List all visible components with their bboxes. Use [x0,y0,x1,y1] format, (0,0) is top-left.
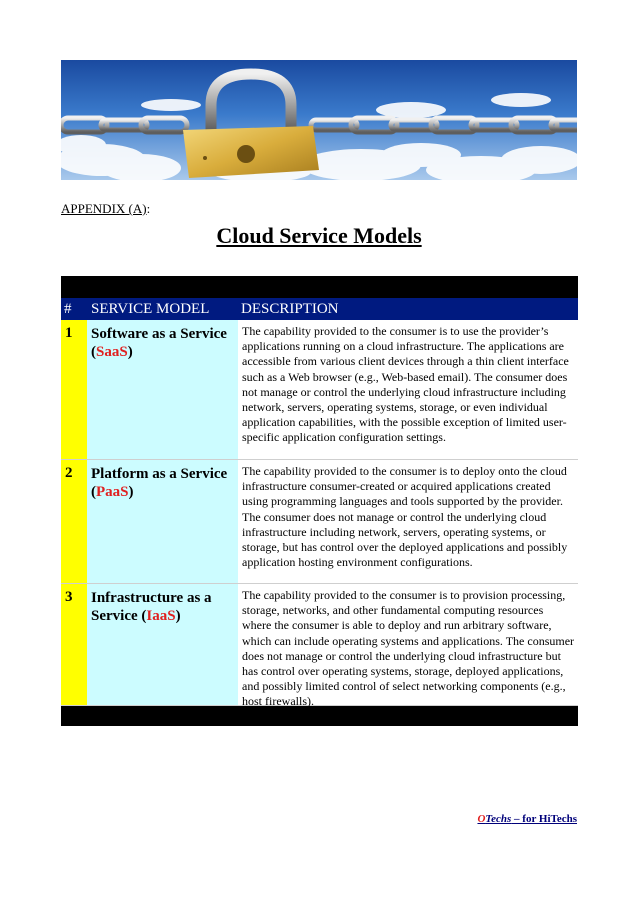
footer-o: O [477,813,486,825]
table-row [61,320,578,460]
row-model [87,460,238,583]
paren-close: ) [127,344,133,360]
row-model [87,320,238,459]
model-abbr: SaaS [96,344,128,360]
row-num: 1 [61,320,87,459]
table-header-row [61,298,578,320]
footer-techs: Techs [485,813,512,825]
model-abbr: IaaS [146,608,176,624]
footer-credit [477,813,577,825]
appendix-text: APPENDIX (A) [61,201,147,216]
page-title: Cloud Service Models [216,223,422,248]
padlock-chain-icon [61,60,577,180]
table-row [61,460,578,584]
model-name: Infrastructure as a Service [91,590,212,624]
appendix-colon: : [146,201,151,216]
row-desc: The capability provided to the consumer is to deploy onto the cloud infrastructure consumer-created or acquired applications created using programming languages and tools supported by the provider. The consumer does not manage or control the underlying cloud infrastructure including network, servers, operating systems, or storage, but has control over the deployed applications and possibly application hosting environment configurations. [238,460,578,583]
model-name: Platform as a Service [91,466,228,482]
footer-rest: – for HiTechs [511,813,577,825]
header-desc: DESCRIPTION [238,298,578,320]
model-abbr: PaaS [96,484,129,500]
header-num: # [61,298,87,320]
table-row [61,584,578,709]
row-num: 2 [61,460,87,583]
paren-open: ( [91,344,96,360]
paren-open: ( [141,608,147,624]
service-models-table [61,276,578,726]
paren-open: ( [91,484,96,500]
row-desc: The capability provided to the consumer is to use the provider’s applications running on a cloud infrastructure. The applications are accessible from various client devices through a thin client interface such as a Web browser (e.g., Web-based email). The consumer does not manage or control the underlying cloud infrastructure including network, servers, operating systems, storage, or even individual application capabilities, with the possible exception of limited user-specific application configuration settings. [238,320,578,459]
header-model: SERVICE MODEL [87,298,238,320]
row-desc: The capability provided to the consumer is to provision processing, storage, networks, and other fundamental computing resources where the consumer is able to deploy and run arbitrary software, which can include operating systems and applications. The consumer does not manage or control the underlying cloud infrastructure but has control over operating systems, storage, deployed applications, and possibly limited control of select networking components (e.g., host firewalls). [238,584,578,705]
paren-close: ) [175,608,181,624]
table-bottom-bar [61,706,578,726]
model-name: Software as a Service [91,326,227,342]
table-top-bar [61,276,578,298]
appendix-label [61,201,150,217]
row-num: 3 [61,584,87,705]
row-model [87,584,238,705]
paren-close: ) [128,484,134,500]
padlock-chain-banner [61,60,577,180]
